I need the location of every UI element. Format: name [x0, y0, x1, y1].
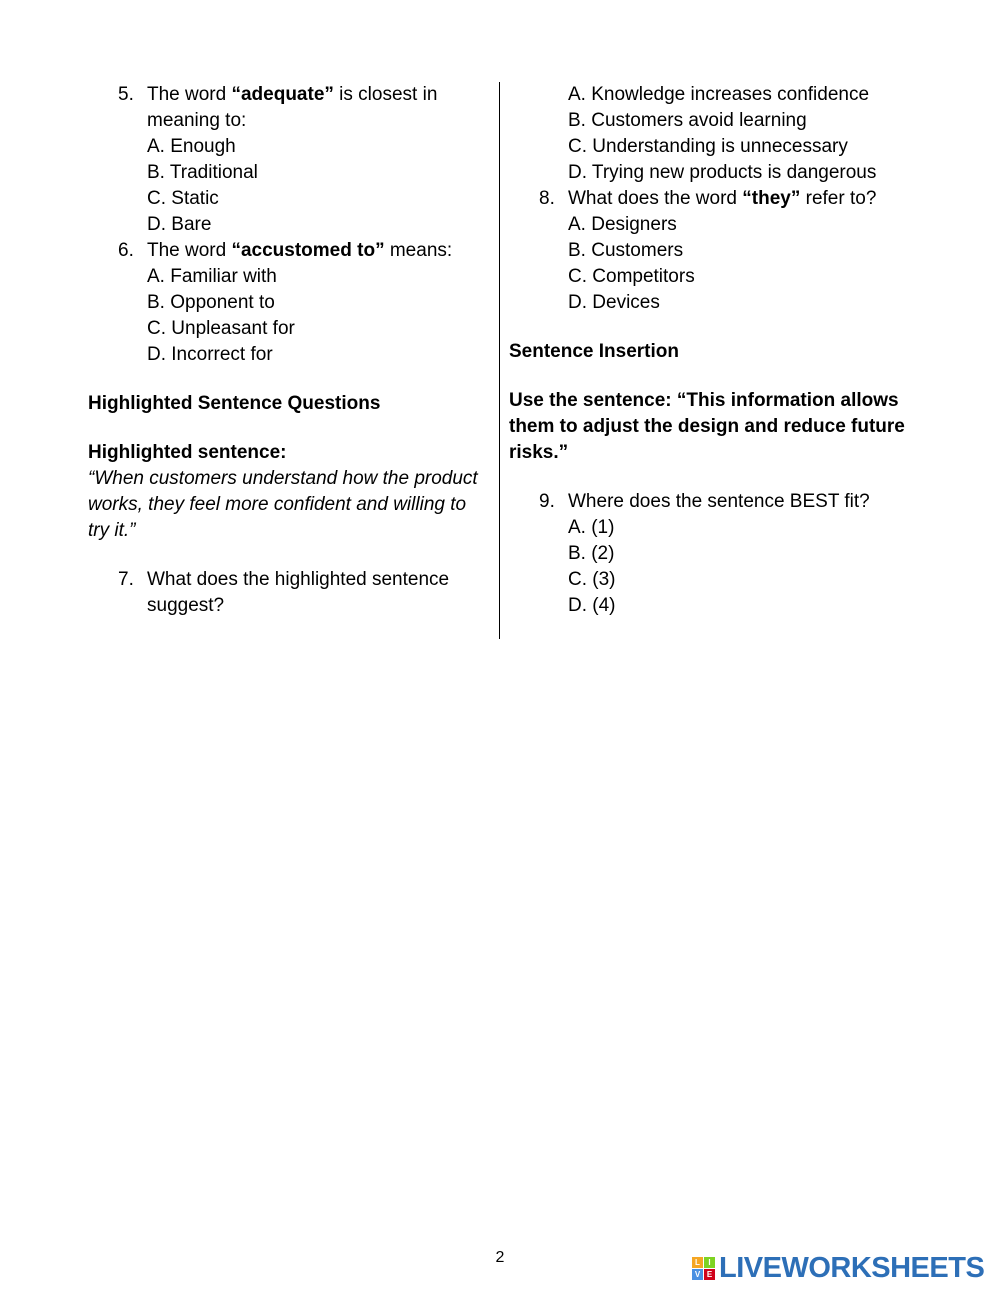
liveworksheets-logo — [692, 1252, 984, 1285]
option[interactable]: A. Enough — [147, 136, 236, 157]
question-8-options — [509, 212, 909, 316]
option[interactable]: C. (3) — [568, 569, 616, 590]
section-title-highlighted: Highlighted Sentence Questions — [88, 393, 381, 414]
question-9 — [509, 489, 909, 515]
question-7-options — [509, 82, 909, 186]
option[interactable]: B. Customers — [568, 240, 684, 261]
option[interactable]: C. Unpleasant for — [147, 318, 295, 339]
option[interactable]: A. Knowledge increases confidence — [568, 84, 870, 105]
question-number: 6. — [118, 240, 134, 261]
option[interactable]: D. Bare — [147, 214, 212, 235]
question-5 — [88, 82, 492, 134]
question-6-options — [88, 264, 492, 368]
question-text-post: is closest in meaning to: — [147, 84, 438, 131]
logo-tile: I — [704, 1257, 715, 1268]
question-7 — [88, 567, 492, 619]
highlighted-sentence: “When customers understand how the product works, they feel more confident and willing to try it.” — [88, 468, 478, 541]
option[interactable]: D. Devices — [568, 292, 660, 313]
highlight-label: Highlighted sentence: — [88, 442, 287, 463]
brand-name: LIVEWORKSHEETS — [719, 1252, 985, 1284]
question-text: Where does the sentence BEST fit? — [568, 491, 870, 512]
question-text-post: refer to? — [800, 188, 877, 209]
option[interactable]: A. (1) — [568, 517, 615, 538]
question-text-pre: The word — [147, 84, 232, 105]
question-number: 5. — [118, 84, 134, 105]
logo-tile: V — [692, 1269, 703, 1280]
column-divider — [499, 82, 500, 639]
logo-tile: L — [692, 1257, 703, 1268]
question-text: What does the highlighted sentence suggest? — [147, 569, 450, 616]
question-5-options — [88, 134, 492, 238]
option[interactable]: D. Incorrect for — [147, 344, 273, 365]
left-column — [88, 82, 492, 619]
section-title-insertion: Sentence Insertion — [509, 341, 679, 362]
option[interactable]: B. Traditional — [147, 162, 258, 183]
logo-tile: E — [704, 1269, 715, 1280]
option[interactable]: C. Understanding is unnecessary — [568, 136, 848, 157]
option[interactable]: D. (4) — [568, 595, 616, 616]
page-number: 2 — [495, 1249, 505, 1266]
question-keyword: “adequate” — [231, 84, 334, 105]
question-8 — [509, 186, 909, 212]
insertion-instruction: Use the sentence: “This information allows them to adjust the design and reduce future risks.” — [509, 390, 905, 463]
liveworksheets-logo-icon — [692, 1257, 715, 1280]
option[interactable]: A. Familiar with — [147, 266, 277, 287]
question-keyword: “they” — [742, 188, 801, 209]
question-6 — [88, 238, 492, 264]
question-number: 9. — [539, 491, 555, 512]
option[interactable]: A. Designers — [568, 214, 677, 235]
question-number: 8. — [539, 188, 555, 209]
question-text-pre: The word — [147, 240, 232, 261]
question-9-options — [509, 515, 909, 619]
option[interactable]: B. Opponent to — [147, 292, 275, 313]
right-column — [509, 82, 909, 619]
question-number: 7. — [118, 569, 134, 590]
option[interactable]: B. Customers avoid learning — [568, 110, 807, 131]
option[interactable]: C. Static — [147, 188, 219, 209]
question-text-pre: What does the word — [568, 188, 743, 209]
option[interactable]: C. Competitors — [568, 266, 695, 287]
option[interactable]: D. Trying new products is dangerous — [568, 162, 877, 183]
question-keyword: “accustomed to” — [231, 240, 385, 261]
option[interactable]: B. (2) — [568, 543, 615, 564]
question-text-post: means: — [384, 240, 453, 261]
